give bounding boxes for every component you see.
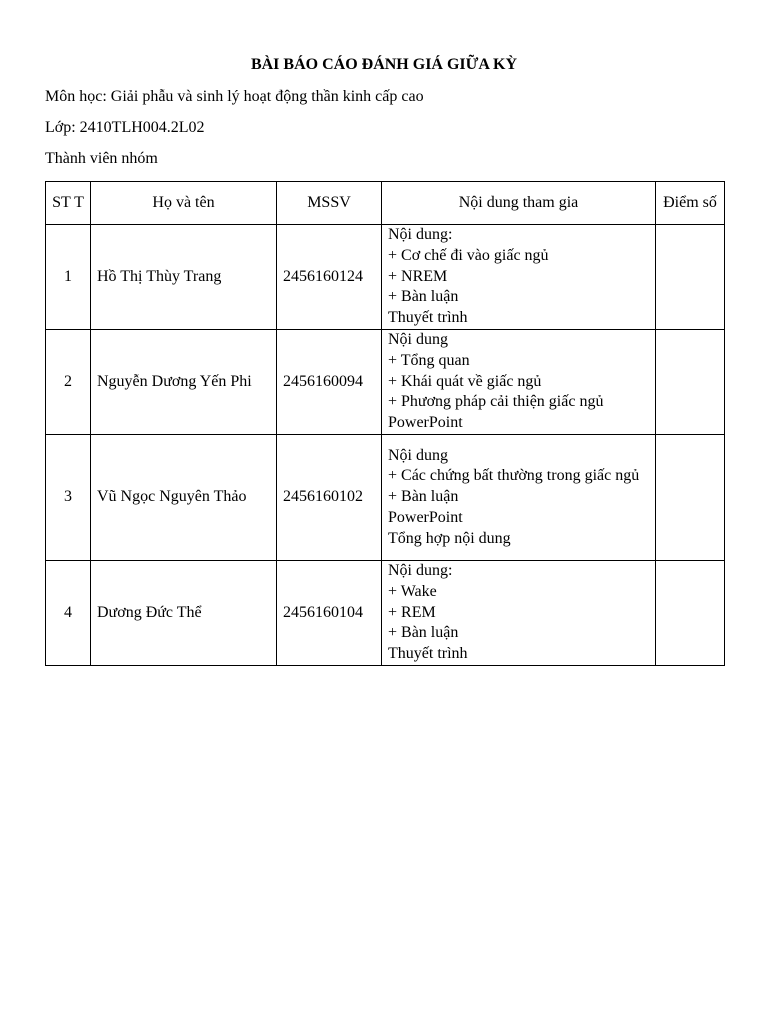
group-members-label: Thành viên nhóm: [45, 150, 158, 167]
row-score: [656, 561, 725, 666]
row-content: [382, 435, 656, 561]
row-mssv: 2456160104: [277, 561, 382, 666]
content-line: PowerPoint: [388, 508, 463, 526]
row-name: Hồ Thị Thùy Trang: [91, 225, 277, 330]
header-name: Họ và tên: [91, 182, 277, 225]
row-score: [656, 225, 725, 330]
content-line: + Cơ chế đi vào giấc ngủ: [388, 246, 549, 264]
content-line: + Bàn luận: [388, 288, 459, 306]
row-mssv: 2456160124: [277, 225, 382, 330]
content-line: Thuyết trình: [388, 309, 468, 327]
content-line: Nội dung:: [388, 562, 453, 579]
row-stt: 3: [46, 435, 91, 561]
header-score: Điểm số: [656, 182, 725, 225]
row-score: [656, 435, 725, 561]
content-line: + Phương pháp cải thiện giấc ngủ: [388, 393, 604, 411]
row-content: [382, 330, 656, 435]
row-mssv: 2456160094: [277, 330, 382, 435]
row-score: [656, 330, 725, 435]
header-mssv: MSSV: [277, 182, 382, 225]
content-line: Nội dung:: [388, 226, 453, 243]
content-line: Thuyết trình: [388, 645, 468, 663]
content-line: + Wake: [388, 582, 437, 600]
row-name: Nguyễn Dương Yến Phi: [91, 330, 277, 435]
table-row: [46, 330, 725, 435]
content-line: + Bàn luận: [388, 624, 459, 642]
content-line: + NREM: [388, 267, 448, 285]
content-line: + REM: [388, 603, 436, 621]
header-stt: ST T: [46, 182, 91, 225]
row-mssv: 2456160102: [277, 435, 382, 561]
table-row: [46, 561, 725, 666]
row-content: [382, 225, 656, 330]
content-line: PowerPoint: [388, 414, 463, 432]
subject-line: Môn học: Giải phẫu và sinh lý hoạt động thần kinh cấp cao: [45, 88, 424, 105]
content-line: + Khái quát về giấc ngủ: [388, 372, 542, 390]
table-row: [46, 225, 725, 330]
content-line: + Tổng quan: [388, 351, 470, 369]
content-line: + Bàn luận: [388, 488, 459, 506]
row-name: Vũ Ngọc Nguyên Thảo: [91, 435, 277, 561]
row-name: Dương Đức Thể: [91, 561, 277, 666]
row-stt: 4: [46, 561, 91, 666]
content-line: Tổng hợp nội dung: [388, 529, 511, 547]
report-title: BÀI BÁO CÁO ĐÁNH GIÁ GIỮA KỲ: [250, 56, 518, 73]
members-table: [45, 181, 725, 666]
header-content: Nội dung tham gia: [382, 182, 656, 225]
content-line: Nội dung: [388, 331, 448, 348]
row-stt: 1: [46, 225, 91, 330]
row-stt: 2: [46, 330, 91, 435]
table-header-row: [46, 182, 725, 225]
table-row: [46, 435, 725, 561]
content-line: + Các chứng bất thường trong giấc ngủ: [388, 467, 640, 485]
content-line: Nội dung: [388, 446, 448, 464]
row-content: [382, 561, 656, 666]
class-line: Lớp: 2410TLH004.2L02: [45, 119, 205, 136]
